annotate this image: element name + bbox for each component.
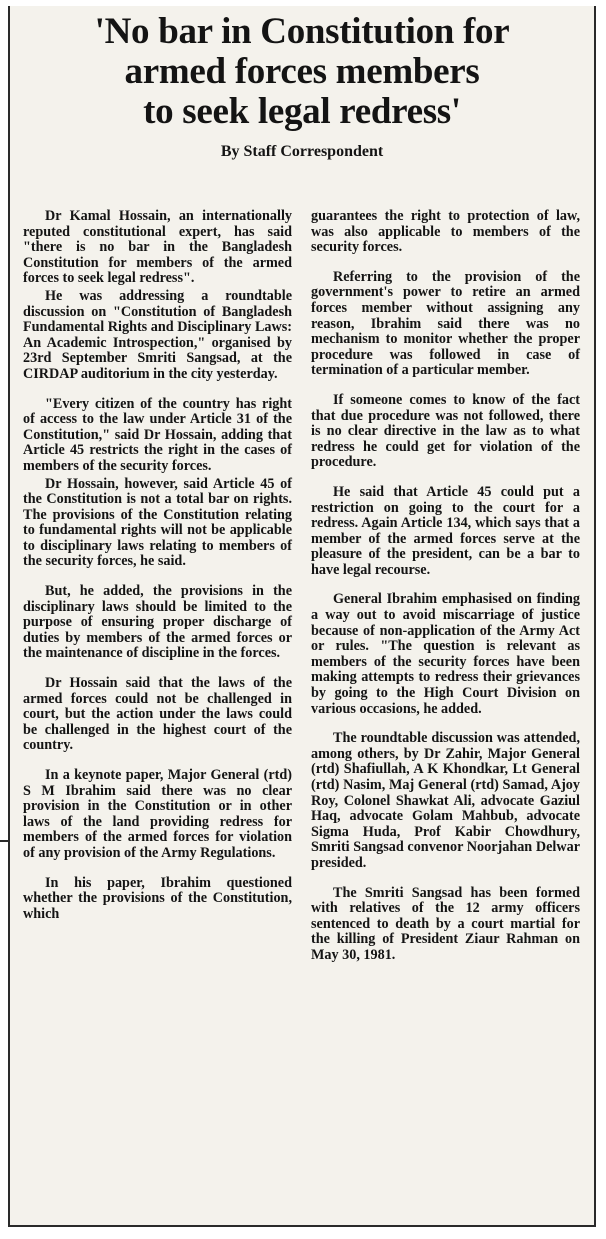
headline-line: to seek legal redress'	[143, 91, 461, 132]
paragraph: guarantees the right to protection of law, was also applicable to members of the security forces.	[311, 208, 580, 256]
paragraph: He was addressing a roundtable discussion on "Constitution of Bangladesh Fundamental Rights and Disciplinary Laws: An Academic Introspection," organised by 23rd September Smriti Sangsad, at the CIRDAP auditorium in the city yesterday.	[23, 287, 292, 382]
paragraph: In a keynote paper, Major General (rtd) S M Ibrahim said there was no clear provision in the Constitution or in other laws of the land providing redress for members of the armed forces for violation of any provision of the Army Regulations.	[23, 767, 292, 861]
paragraph: "Every citizen of the country has right of access to the law under Article 31 of the Constitution," said Dr Hossain, adding that Article 45 restricts the right in the cases of members of the security forces.	[23, 395, 292, 474]
paragraph: General Ibrahim emphasised on finding a way out to avoid miscarriage of justice because of non-application of the Army Act or rules. "The question is relevant as members of the security forces have been making attempts to redress their grievances by going to the High Court Division on various occasions, he added.	[311, 591, 580, 717]
paragraph: If someone comes to know of the fact that due procedure was not followed, there is no clear directive in the law as to what redress he could get for violation of the procedure.	[311, 391, 580, 471]
paragraph: The Smriti Sangsad has been formed with relatives of the 12 army officers sentenced to death by a court martial for the killing of President Ziaur Rahman on May 30, 1981.	[311, 884, 580, 963]
paragraph: Dr Hossain said that the laws of the armed forces could not be challenged in court, but the action under the laws could be challenged in the highest court of the country.	[23, 675, 292, 754]
scan-edge-mark	[0, 840, 8, 842]
paragraph: In his paper, Ibrahim questioned whether the provisions of the Constitution, which	[23, 874, 292, 922]
right-column	[311, 209, 580, 978]
paragraph: He said that Article 45 could put a restriction on going to the court for a redress. Again Article 134, which says that a member of the armed forces serve at the pleasure of the president, can be a bar to have legal recourse.	[311, 483, 580, 578]
paragraph: Referring to the provision of the government's power to retire an armed forces member without assigning any reason, Ibrahim said there was no mechanism to monitor whether the proper procedure was followed in case of termination of a particular member.	[311, 268, 580, 379]
byline: By Staff Correspondent	[220, 143, 384, 160]
paragraph: Dr Hossain, however, said Article 45 of the Constitution is not a total bar on rights. The provisions of the Constitution relating to fundamental rights will not be applicable to disciplinary laws relating to members of the security forces, he said.	[23, 475, 292, 570]
left-column	[23, 209, 292, 936]
paragraph: The roundtable discussion was attended, among others, by Dr Zahir, Major General (rtd) Shafiullah, A K Khondkar, Lt General (rtd) Nasim, Maj General (rtd) Samad, Ajoy Roy, Colonel Shawkat Ali, advocate Gaziul Haq, advocate Golam Mahbub, advocate Sigma Huda, Prof Kabir Chowdhury, Smriti Sangsad convenor Noorjahan Delwar presided.	[311, 730, 580, 871]
paragraph: Dr Kamal Hossain, an internationally reputed constitutional expert, has said "there is no bar in the Bangladesh Constitution for members of the armed forces to seek legal redress".	[23, 208, 292, 287]
paragraph: But, he added, the provisions in the disciplinary laws should be limited to the purpose of ensuring proper discharge of duties by members of the armed forces or the maintenance of discipline in the forces.	[23, 583, 292, 662]
headline-line: armed forces members	[124, 51, 480, 92]
headline-line: 'No bar in Constitution for	[94, 11, 510, 52]
headline	[10, 12, 594, 132]
newspaper-clipping	[8, 6, 596, 1227]
